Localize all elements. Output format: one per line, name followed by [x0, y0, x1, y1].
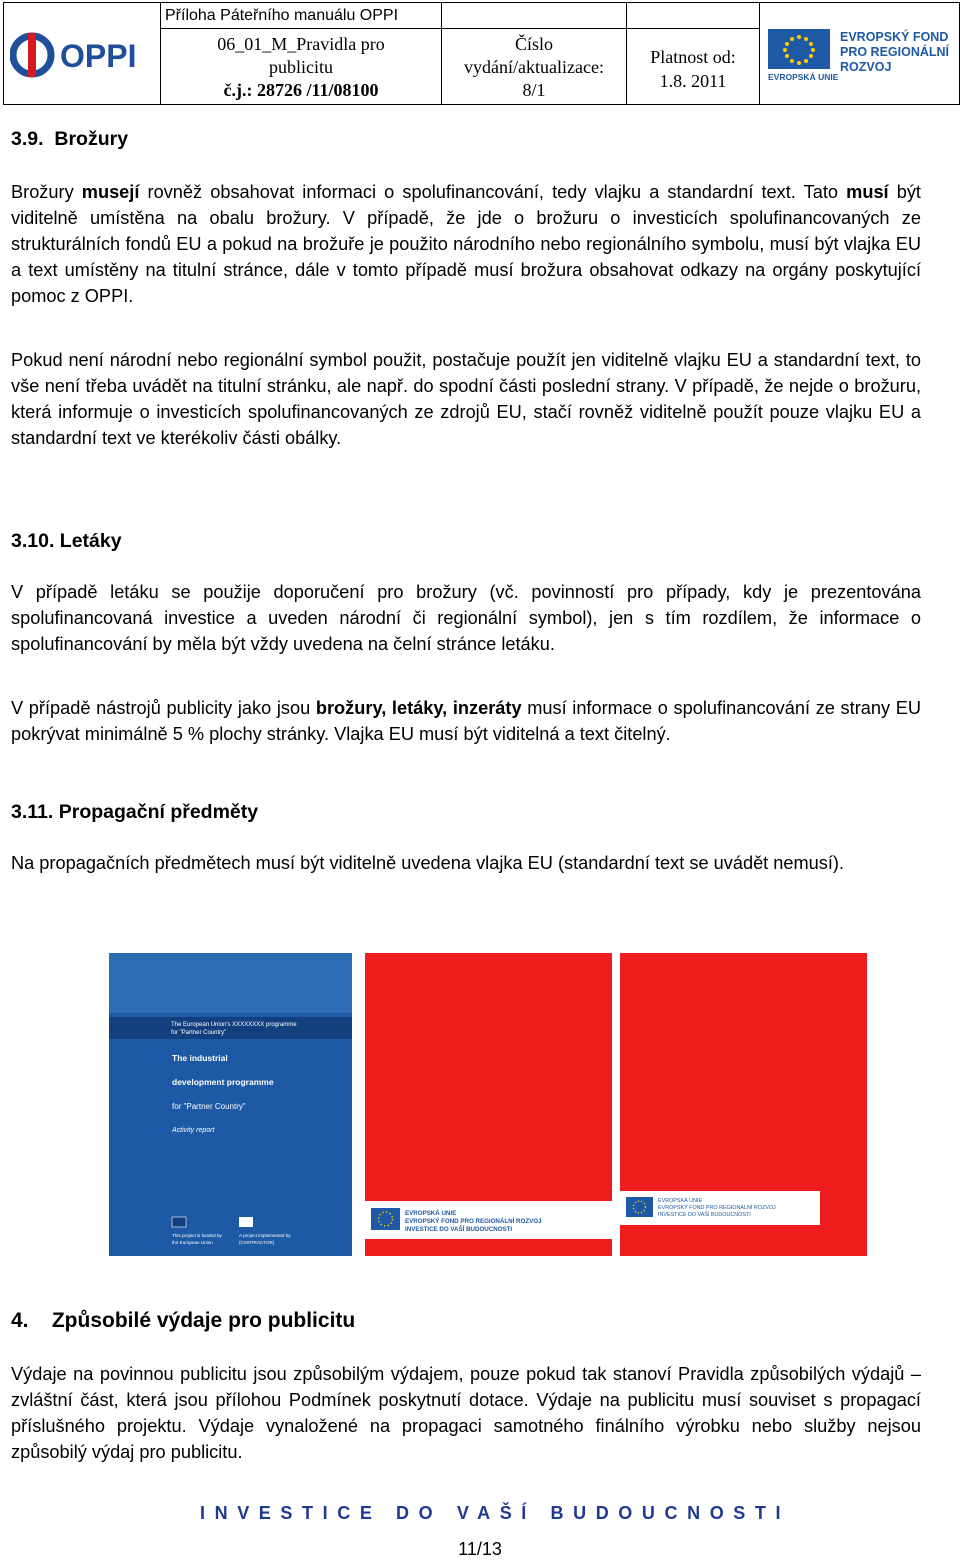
brochure-example-red-large-strip [365, 953, 612, 1256]
svg-text:(CONTRACTOR): (CONTRACTOR) [239, 1240, 275, 1245]
footer-slogan: INVESTICE DO VAŠÍ BUDOUCNOSTI [200, 1503, 791, 1523]
section-title: Způsobilé výdaje pro publicitu [51, 1309, 356, 1332]
section-number: 3.11. [11, 801, 54, 823]
header-divider [759, 3, 760, 104]
svg-text:EVROPSKÁ UNIE: EVROPSKÁ UNIE [768, 72, 839, 82]
svg-text:EVROPSKÁ UNIE: EVROPSKÁ UNIE [658, 1198, 703, 1204]
validity-label: Platnost od: [650, 47, 736, 67]
ref-label: č.j.: [223, 80, 253, 100]
svg-text:A project implemented by: A project implemented by [239, 1233, 291, 1238]
validity-cell [627, 45, 759, 93]
brochure-example-red-small-strip [620, 953, 867, 1256]
svg-text:EVROPSKÝ FOND PRO REGIONÁLNÍ R: EVROPSKÝ FOND PRO REGIONÁLNÍ ROZVOJ [658, 1205, 776, 1211]
section-title: Brožury [54, 128, 129, 150]
doc-code-line: publicitu [269, 57, 333, 77]
section-number: 3.9. [11, 128, 44, 150]
svg-text:ROZVOJ: ROZVOJ [840, 60, 892, 74]
paragraph: Pokud není národní nebo regionální symbol použit, postačuje použít jen viditelně vlajku EU a standardní text, to vše není třeba uvádět na titulní stránku, ale např. do spodní části poslední strany. V případě, že nejde o brožuru, která informuje o investicích spolufinancovaných ze zdrojů EU, stačí rovněž viditelně použít pouze vlajku EU a standardní text ve kterékoliv části obálky. [11, 350, 921, 448]
page-number: 11/13 [458, 1539, 502, 1559]
paragraph: V případě letáku se použije doporučení pro brožury (vč. povinností pro případy, kdy je prezentována spolufinancovaná investice a uveden národní či regionální symbol), jen s tím rozdílem, že informace o spolufinancování by měla být vždy uvedena na čelní stránce letáku. [11, 582, 921, 654]
svg-text:EVROPSKÁ UNIE: EVROPSKÁ UNIE [405, 1210, 457, 1217]
brochure-cover [620, 953, 867, 1256]
version-label: Číslo [514, 34, 553, 54]
text-run: rovněž obsahovat informaci o spolufinancování, tedy vlajku a standardní text. Tato [139, 182, 847, 202]
svg-text:the European Union: the European Union [172, 1240, 213, 1245]
brochure-example-blue [109, 953, 352, 1256]
section-number: 4. [11, 1309, 29, 1332]
section-heading-4 [11, 1309, 355, 1333]
section-title: Propagační předměty [58, 801, 259, 823]
section-heading-3-11 [11, 801, 258, 824]
paragraph [11, 695, 921, 747]
header-divider [160, 28, 759, 29]
manual-title: Příloha Páteřního manuálu OPPI [165, 7, 399, 24]
svg-text:INVESTICE DO VAŠÍ BUDOUCNOSTI: INVESTICE DO VAŠÍ BUDOUCNOSTI [658, 1212, 751, 1218]
version-label: vydání/aktualizace: [464, 57, 604, 77]
svg-text:This project is funded by: This project is funded by [172, 1233, 222, 1238]
svg-text:PRO REGIONÁLNÍ: PRO REGIONÁLNÍ [840, 45, 950, 59]
reference-number [161, 79, 441, 102]
contractor-logo-icon [239, 1217, 253, 1227]
version-cell [442, 33, 626, 102]
oppi-logo [10, 29, 150, 81]
svg-text:INVESTICE DO VAŠÍ BUDOUCNOSTI: INVESTICE DO VAŠÍ BUDOUCNOSTI [405, 1226, 513, 1233]
validity-value: 1.8. 2011 [659, 71, 727, 91]
eu-flag-icon [626, 1197, 653, 1217]
document-header [3, 2, 960, 105]
svg-text:EVROPSKÝ FOND: EVROPSKÝ FOND [840, 30, 949, 44]
eu-erdf-logo [766, 27, 956, 83]
eu-flag-icon [371, 1208, 400, 1230]
text-run-bold: musejí [81, 182, 140, 202]
svg-text:for "Partner Country": for "Partner Country" [172, 1102, 246, 1111]
version-value: 8/1 [522, 80, 546, 100]
svg-text:EVROPSKÝ FOND PRO REGIONÁLNÍ R: EVROPSKÝ FOND PRO REGIONÁLNÍ ROZVOJ [405, 1218, 542, 1225]
svg-text:The European Union's XXXXXXXX: The European Union's XXXXXXXX programme [171, 1022, 297, 1028]
doc-code-line: 06_01_M_Pravidla pro [217, 34, 385, 54]
document-code [161, 33, 441, 102]
section-heading-3-9 [11, 128, 128, 151]
svg-text:development programme: development programme [172, 1077, 274, 1087]
svg-text:for "Partner Country": for "Partner Country" [171, 1030, 227, 1036]
brochure-cover [109, 953, 352, 1256]
svg-text:Activity report: Activity report [172, 1127, 215, 1134]
text-run: musí informace o spolufinancování ze strany EU pokrývat minimálně 5 % plochy stránky. Vlajka EU musí být viditelná a text čitelný. [11, 698, 921, 744]
eu-flag-icon [172, 1217, 186, 1227]
text-run: Brožury [11, 182, 82, 202]
svg-text:The industrial: The industrial [172, 1053, 228, 1063]
text-run-bold: musí [846, 182, 889, 202]
text-run: být viditelně umístěna na obalu brožury. V případě, že jde o brožuru o investicích spolufinancovaných ze strukturálních fondů EU a pokud na brožuře je použito národního nebo regionálního symbolu, musí být vlajka EU a text umístěny na titulní stránce, dále v tomto případě musí brožura obsahovat odkazy na orgány poskytující pomoc z OPPI. [11, 182, 921, 306]
text-run: V případě nástrojů publicity jako jsou [11, 698, 316, 718]
section-title: Letáky [59, 530, 122, 552]
ref-value: 28726 /11/08100 [256, 80, 379, 100]
svg-text:OPPI: OPPI [60, 38, 137, 74]
paragraph: Výdaje na povinnou publicitu jsou způsobilým výdajem, pouze pokud tak stanoví Pravidla způsobilých výdajů – zvláštní část, která jsou přílohou Podmínek poskytnutí dotace. Výdaje na publicitu musí souviset s propagací příslušného projektu. Výdaje vynaložené na propagaci samotného finálního výrobku nebo služby nejsou způsobilý výdaj pro publicitu. [11, 1364, 921, 1462]
section-number: 3.10. [11, 530, 55, 552]
paragraph: Na propagačních předmětech musí být viditelně uvedena vlajka EU (standardní text se uvádět nemusí). [11, 853, 845, 873]
brochure-cover [365, 953, 612, 1256]
section-heading-3-10 [11, 530, 122, 553]
paragraph [11, 179, 921, 309]
text-run-bold: brožury, letáky, inzeráty [315, 698, 522, 718]
